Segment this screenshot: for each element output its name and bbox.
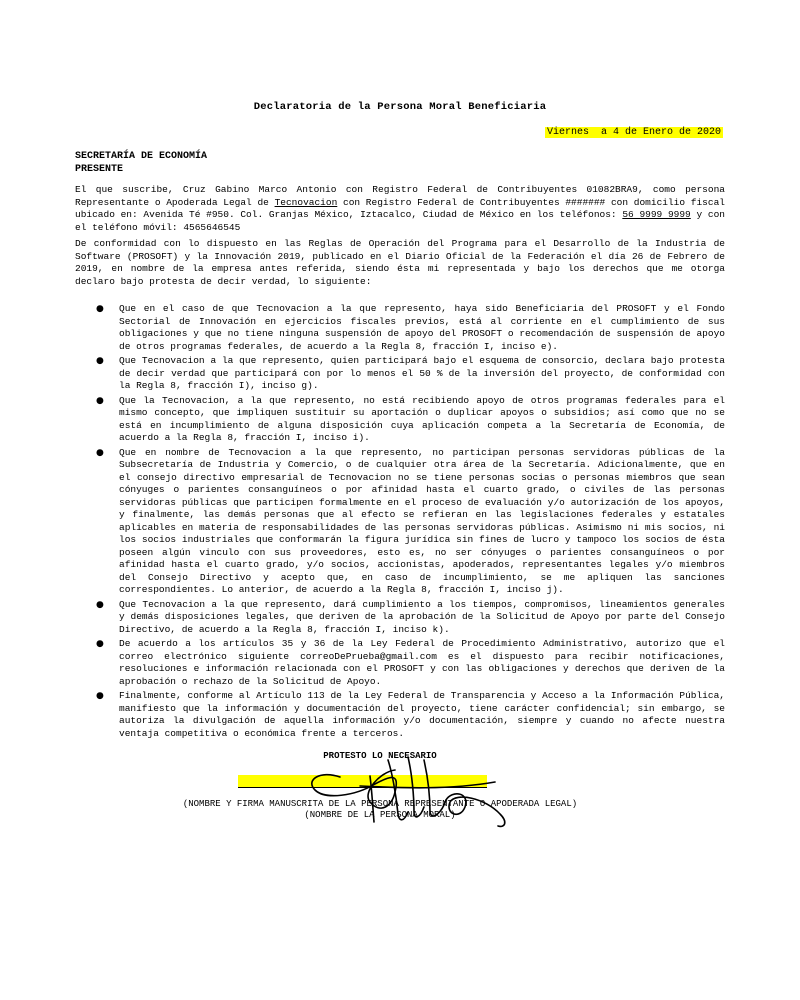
list-item: ● Finalmente, conforme al Artículo 113 de la Ley Federal de Transparencia y Acceso a la Información Pública, manifiesto que la información y documentación del proyecto, tiene carácter confidencial; sin embargo, se autoriza la divulgación de aquella información y/o documentación, siempre y cuando no afecte nuestra ventaja competitiva o económica frente a terceros.: [96, 690, 725, 739]
recipient-line2: PRESENTE: [75, 164, 124, 175]
list-item: ● Que Tecnovacion a la que represento, dará cumplimiento a los tiempos, compromisos, lineamientos generales y demás disposiciones legales, que deriven de la aprobación de la Solicitud de Apoyo por parte del Consejo Directivo, de acuerdo a la Regla 8, fracción I, inciso k).: [96, 598, 725, 635]
signature-caption-company: (NOMBRE DE LA PERSONA MORAL): [304, 810, 456, 820]
bullet-icon: ●: [96, 639, 104, 649]
intro-part3: y con el teléfono móvil: 4565646545: [75, 209, 725, 233]
intro-part1: El que suscribe, Cruz Gabino Marco Antonio con Registro Federal de Contribuyentes 01082BRA9, como persona Representante o Apoderada Legal de: [75, 184, 725, 208]
bullet-icon: ●: [96, 304, 104, 314]
intro-part2: con Registro Federal de Contribuyentes ####### con domicilio fiscal ubicado en: Avenida Té #950. Col. Granjas México, Iztacalco, Ciudad de México en los teléfonos:: [75, 196, 725, 220]
bullet-icon: ●: [96, 356, 104, 366]
declaration-list: [75, 303, 725, 742]
list-item: ● Que en nombre de Tecnovacion a la que represento, no participan personas servidoras públicas de la Subsecretaría de Industria y Comercio, o de cualquier otra área de la Secretaría. Adicionalmente, que en el consejo directivo empresarial de Tecnovacion no se tiene personas socias o personas miembros que sean cónyuges o parientes consanguíneos o por afinidad hasta el cuarto grado, o civiles de las personas servidoras públicas que participen formalmente en el proceso de evaluación y/o autorización de los apoyos, y finalmente, las demás personas que al efecto se refieran en las legislaciones federales y estatales aplicables en materia de responsabilidades de las personas servidoras públicas. Asimismo ni mis socios, ni los socios industriales que conformarán la figura jurídica sin fines de lucro y tampoco los socios de ésta poseen algún vinculo con sus proveedores, esto es, no ser cónyuges o parientes consanguíneos o por afinidad hasta el cuarto grado, y/o socios, accionistas, apoderados, representantes legales y/o miembros del Consejo Directivo y acepto que, en caso de incumplimiento, se me apliquen las sanciones correspondientes. Lo anterior, de acuerdo a la Regla 8, fracción I, inciso j).: [96, 446, 725, 595]
list-item: ● Que Tecnovacion a la que represento, quien participará bajo el esquema de consorcio, declara bajo protesta de decir verdad que participará con por lo menos el 50 % de la inversión del proyecto, de conformidad con la Regla 8, fracción I), inciso g).: [96, 355, 725, 391]
list-item: ● Que en el caso de que Tecnovacion a la que represento, haya sido Beneficiaria del PROSOFT y el Fondo Sectorial de Innovación en ejercicios fiscales previos, está al corriente en el cumplimiento de sus obligaciones y que no tiene ninguna suspensión de apoyo del PROSOFT o recomendación de suspensión de apoyo de otros programas federales, de acuerdo a la Regla 8, fracción I, inciso e).: [96, 303, 725, 352]
recipient-line1: SECRETARÍA DE ECONOMÍA: [75, 151, 208, 162]
intro-phone: 56 9999 9999: [622, 209, 691, 220]
document-title: Declaratoria de la Persona Moral Beneficiaria: [253, 101, 547, 113]
intro-company: Tecnovacion: [274, 196, 338, 208]
list-item: ● De acuerdo a los artículos 35 y 36 de la Ley Federal de Procedimiento Administrativo, autorizo que el correo electrónico siguiente correoDePrueba@gmail.com es el dispuesto para recibir notificaciones, resoluciones e información relacionada con el PROSOFT y con las obligaciones y derechos que deriven de la aprobación o rechazo de la Solicitud de Apoyo.: [96, 638, 725, 687]
bullet-icon: ●: [96, 691, 104, 701]
signature-heading: PROTESTO LO NECESARIO: [323, 751, 437, 761]
date-highlight: Viernes a 4 de Enero de 2020: [546, 127, 721, 138]
bullet-icon: ●: [96, 395, 104, 406]
handwritten-signature-icon: [300, 752, 530, 832]
recipient-block: [75, 150, 207, 176]
signature-caption-representative: (NOMBRE Y FIRMA MANUSCRITA DE LA PERSONA REPRESENTANTE O APODERADA LEGAL): [182, 799, 578, 809]
bullet-icon: ●: [96, 447, 104, 458]
bullet-icon: ●: [96, 599, 104, 610]
list-item: ● Que la Tecnovacion, a la que represento, no está recibiendo apoyo de otros programas federales para el mismo concepto, que impliquen sustituir su aportación o duplicar apoyos o subsidios; así como que no se está en incumplimiento de alguna disposición cuya aplicación competa a la Secretaría de Economía, de acuerdo a la Regla 8, fracción I, inciso i).: [96, 394, 725, 443]
intro-paragraph: [75, 184, 725, 234]
lead-paragraph: De conformidad con lo dispuesto en las Reglas de Operación del Programa para el Desarrollo de la Industria de Software (PROSOFT) y la Innovación 2019, publicado en el Diario Oficial de la Federación el día 26 de Febrero de 2019, en nombre de la empresa antes referida, siendo ésta mi representada y bajo los derechos que me otorga declaro bajo protesta de decir verdad, lo siguiente:: [75, 238, 725, 287]
